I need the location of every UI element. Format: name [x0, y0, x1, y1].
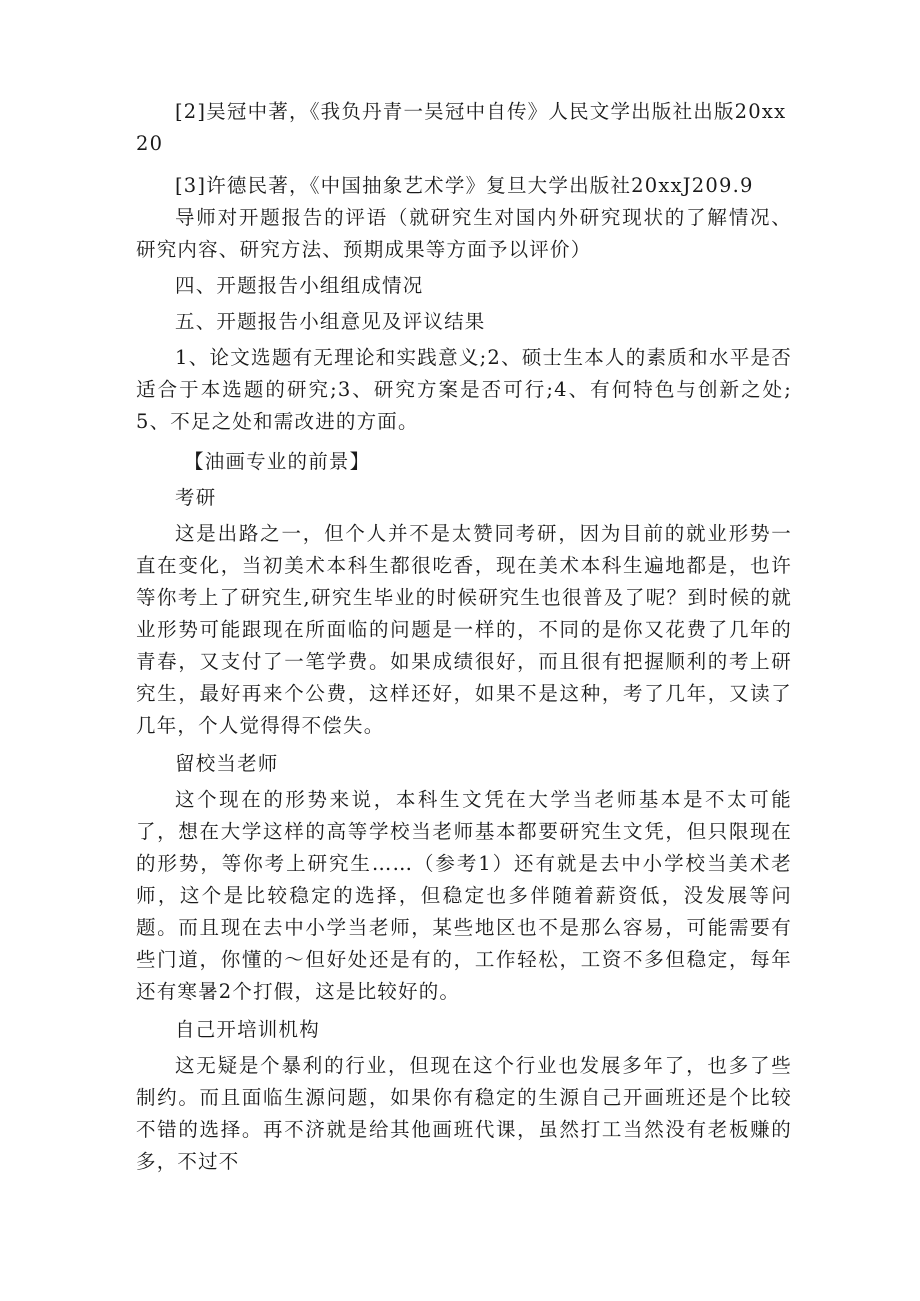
- section-body-teacher: 这个现在的形势来说，本科生文凭在大学当老师基本是不太可能了，想在大学这样的高等学校当老师基本都要研究生文凭，但只限现在的形势，等你考上研究生……（参考1）还有就是去中小学校当美术老师，这个是比较稳定的选择，但稳定也多伴随着薪资低，没发展等问题。而且现在去中小学当老师，某些地区也不是那么容易，可能需要有些门道，你懂的～但好处还是有的，工作轻松，工资不多但稳定，每年还有寒暑2个打假，这是比较好的。: [136, 788, 792, 1003]
- prospects-heading: 【油画专业的前景】: [184, 450, 371, 473]
- advisor-comment: 导师对开题报告的评语（就研究生对国内外研究现状的了解情况、研究内容、研究方法、预期成果等方面予以评价）: [136, 206, 792, 261]
- document-page: [136, 96, 792, 1178]
- reference-2: [2]吴冠中著，《我负丹青一吴冠中自传》人民文学出版社出版20xx20: [136, 100, 787, 155]
- section-five-heading: 五、开题报告小组意见及评议结果: [175, 310, 486, 333]
- section-body-training: 这无疑是个暴利的行业，但现在这个行业也发展多年了，也多了些制约。而且面临生源问题，如果你有稳定的生源自己开画班还是个比较不错的选择。再不济就是给其他画班代课，虽然打工当然没有老板赚的多，不过不: [136, 1054, 792, 1173]
- reference-3: [3]许德民著，《中国抽象艺术学》复旦大学出版社20xxJ209.9: [175, 174, 754, 197]
- evaluation-criteria: 1、论文选题有无理论和实践意义;2、硕士生本人的素质和水平是否适合于本选题的研究;3、研究方案是否可行;4、有何特色与创新之处;5、不足之处和需改进的方面。: [136, 346, 792, 433]
- section-body-kaoyan: 这是出路之一，但个人并不是太赞同考研，因为目前的就业形势一直在变化，当初美术本科生都很吃香，现在美术本科生遍地都是，也许等你考上了研究生,研究生毕业的时候研究生也很普及了呢？到时候的就业形势可能跟现在所面临的问题是一样的，不同的是你又花费了几年的青春，又支付了一笔学费。如果成绩很好，而且很有把握顺利的考上研究生，最好再来个公费，这样还好，如果不是这种，考了几年，又读了几年，个人觉得得不偿失。: [136, 522, 792, 737]
- section-title-training: 自己开培训机构: [175, 1018, 320, 1041]
- section-four-heading: 四、开题报告小组组成情况: [175, 274, 424, 297]
- section-title-kaoyan: 考研: [175, 486, 217, 509]
- section-title-teacher: 留校当老师: [175, 752, 279, 775]
